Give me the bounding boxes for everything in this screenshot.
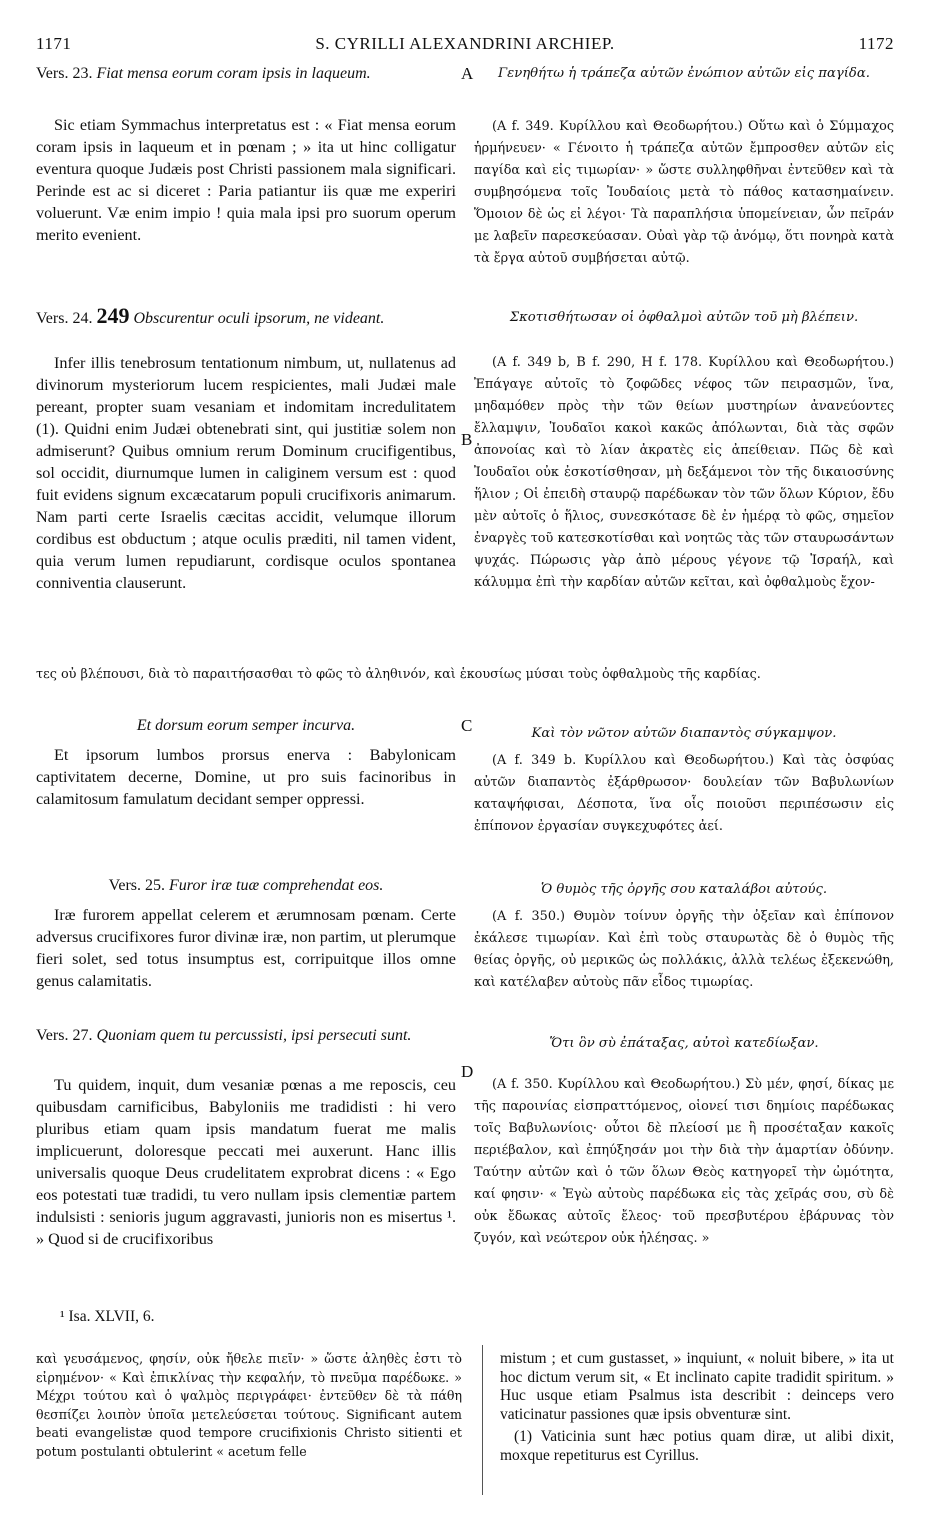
subheading-dorsum: Et dorsum eorum semper incurva. [136,717,356,734]
margin-letter-a: A [461,64,474,83]
column-divider [482,1345,483,1495]
greek-paragraph-4: (A f. 350.) Θυμὸν τοίνυν ὀργῆς τὴν ὀξεῖαν καὶ ἐπίπονον ἐκάλεσε τιμωρίαν. Καὶ ἐπὶ τοὺς σταυρωτὰς δὲ ὁ θυμὸς τῆς θείας ὀργῆς, οὐ μερικῶς ὡς πολλάκις, ἀλλὰ τελέως ἐξεκενώθη, καὶ κατέλαβεν αὐτοὺς πᾶν εἶδος τιμωρίας. [474,909,894,990]
verse-label: Vers. 24. [36,310,93,327]
greek-paragraph-3: (A f. 349 b. Κυρίλλου καὶ Θεοδωρήτου.) Καὶ τὰς ὀσφύας αὐτῶν διαπαντὸς ἐξάρθρωσον· δουλείαν τῶν Βαβυλωνίων καταψήφισαι, Δέσποτα, ἵνα οἷς ποιοῦσι περιπέσωσιν εἰς ἐπίπονον ἐργασίαν συγκεχυφότες ἀεί. [474,753,894,834]
commentary-paragraph-4: Iræ furorem appellat celerem et ærumnosam pœnam. Certe adversus crucifixores furor divinæ iræ, non partim, ut plerumque fieri solet, sed totus insumptus est, corripuitque illos omne genus calamitatis. [36,906,456,990]
bottom-note-left: καὶ γευσάμενος, φησίν, οὐκ ἤθελε πιεῖν· » ὥστε ἀληθὲς ἐστι τὸ εἰρημένον· « Καὶ ἐπικλίνας τὴν κεφαλήν, τὸ πνεῦμα παρέδωκε. » Μέχρι τούτου καὶ ὁ ψαλμὸς περιγράφει· ἐντεῦθεν δὲ τὰ πάθη θεσπίζει λοιπὸν ὑποῖα μετελεύσεται τούτους. Significant autem beati evangelistæ quod tempore crucifixionis Christo sitienti et potum postulanti obtulerint « acetum felle [36,1351,462,1459]
verse-label: Vers. 25. [108,877,166,894]
greek-verse-27: Ὅτι ὃν σὺ ἐπάταξας, αὐτοὶ κατεδίωξαν. [549,1036,819,1051]
verse-27-heading [36,1026,456,1046]
greek-subheading-dorsum: Καὶ τὸν νῶτον αὐτῶν διαπαντὸς σύγκαμψον. [531,726,837,741]
greek-paragraph-1: (A f. 349. Κυρίλλου καὶ Θεοδωρήτου.) Οὕτω καὶ ὁ Σύμμαχος ἡρμήνευεν· « Γένοιτο ἡ τράπεζα αὐτῶν ἔμπροσθεν αὐτῶν εἰς παγίδα καὶ εἰς τιμωρίαν· » ὥστε συλληφθῆναι ἐντεῦθεν καὶ τὰ συμβησόμενα τοῖς Ἰουδαίοις μετὰ τὸ πάθος κατασημαίνειν. Ὅμοιον δὲ ὡς εἰ λέγοι· Τὰ παραπλήσια ὑπομείνειαν, ὧν πεῖράν με λαβεῖν παρεσκεύασαν. Οὐαὶ γὰρ τῷ ἀνόμῳ, ὅτι πονηρὰ κατὰ τὰ ἔργα αὐτοῦ συμβήσεται αὐτῷ. [474,119,894,266]
verse-24-heading [36,303,456,329]
margin-letter-b: B [461,430,473,449]
greek-paragraph-2: (A f. 349 b, B f. 290, H f. 178. Κυρίλλου καὶ Θεοδωρήτου.) Ἐπάγαγε αὐτοῖς τὸ ζοφῶδες νέφος τῶν πειρασμῶν, ἵνα, μηδαμόθεν πρὸς τὴν τῶν θείων μυστηρίων ἀνανεύοντες ἔλλαμψιν, Ἰουδαῖοι κακοὶ κακῶς ἀπόλωνται, διὰ τὰς σφῶν ἀπονοίας καὶ τὸ λίαν ἀκρατὲς εἰς ἀπείθειαν. Πῶς δὲ καὶ Ἰουδαῖοι οὐκ ἐσκοτίσθησαν, μὴ δεξάμενοι τὸν τῆς δικαιοσύνης ἥλιον ; Οἱ ἐπειδὴ σταυρῷ παρέδωκαν τὸν τῶν ὅλων Κύριον, ἔδυ μὲν αὐτοῖς ὁ ἥλιος, συνεσκότασε δὲ ἐν ἡμέρᾳ τὸ φῶς, σημεῖον ἐναργὲς τοῦ κατεσκοτίσθαι καὶ νοητῶς τὰς τῶν σταυρωσάντων ψυχάς. Πώρωσις γὰρ ἀπὸ μέρους γέγονε τῷ Ἰσραήλ, καὶ κάλυμμα ἐπὶ τὴν καρδίαν αὐτῶν κεῖται, καὶ ὀφθαλμοὺς ἔχον- [474,355,894,590]
left-column [36,64,456,84]
greek-verse-24: Σκοτισθήτωσαν οἱ ὀφθαλμοὶ αὐτῶν τοῦ μὴ βλέπειν. [509,310,859,325]
margin-letter-c: C [461,716,473,735]
commentary-paragraph-3: Et ipsorum lumbos prorsus enerva : Babylonicam captivitatem decerne, Domine, ut pro suis facinoribus in calamitosum famulatum decidant semper oppressi. [36,746,456,808]
verse-text: Fiat mensa eorum coram ipsis in laqueum. [96,65,371,82]
column-number: 249 [96,303,130,328]
verse-25-heading [36,876,456,896]
running-title: S. CYRILLI ALEXANDRINI ARCHIEP. [315,34,615,53]
page-number-right: 1172 [858,34,894,53]
verse-text: Quoniam quem tu percussisti, ipsi persecuti sunt. [96,1027,412,1044]
verse-23-heading [36,64,456,84]
margin-letter-d: D [461,1062,474,1081]
verse-text: Obscurentur oculi ipsorum, ne videant. [133,310,385,327]
commentary-paragraph-5: Tu quidem, inquit, dum vesaniæ pœnas a me reposcis, ceu quibusdam carnificibus, Babyloniis me tradidisti : hi vero pluribus etiam quam ipsis mandatum fuerat me malis implicuerunt, doloresque peccati mei auxerunt. Hanc illis universalis quoque Deus crudelitatem exprobrat dicens : « Ego eos potestati tuæ tradidi, tu vero nullam ipsis clementiæ partem indulsisti : senioris jugum aggravasti, junioris non es misertus ¹. » Quod si de crucifixoribus [36,1076,456,1248]
footnote-isaiah: ¹ Isa. XLVII, 6. [60,1308,155,1325]
greek-paragraph-5: (A f. 350. Κυρίλλου καὶ Θεοδωρήτου.) Σὺ μέν, φησί, δίκας με τῆς παροινίας εἰσπραττόμενος, οἱονεί τισι δημίοις παρέδωκας τοῖς Βαβυλωνίοις· οὗτοι δὲ πλείοσί με ἢ προσέταξαν κακοῖς περιέβαλον, καὶ ἐπηύξησάν μοι τὴν διὰ τὴν ἁμαρτίαν ὀδύνην. Ταύτην αὐτῶν καὶ ὁ τῶν ὅλων Θεὸς κατηγορεῖ τὴν ὠμότητα, καί φησιν· « Ἐγὼ αὐτοὺς παρέδωκα εἰς τὰς χεῖράς σου, σὺ δὲ οὐκ ἔδωκας αὐτοῖς ἔλεος· τοῦ πρεσβυτέρου ἐβάρυνας τὸν ζυγόν, καὶ νεώτερον οὐκ ἠλέησας. » [474,1077,894,1246]
commentary-paragraph-1: Sic etiam Symmachus interpretatus est : « Fiat mensa eorum coram ipsis in laqueum et in pœnam ; » ita ut hinc colligatur eventura quoque Judæis post Christi passionem mala significari. Perinde est ac si diceret : Paria patiantur iis quæ me experiri voluerunt. Væ enim impio ! quia mala ipsi pro suorum operum merito evenient. [36,116,456,244]
bottom-note-right: mistum ; et cum gustasset, » inquiunt, « noluit bibere, » ita ut hoc dictum verum sit, « Et inclinato capite tradidit spiritum. » Huc usque etiam Psalmus ista describit : deinceps vero vaticinatur passiones quæ ipsis obventuræ sint. [500,1350,894,1423]
footnote-vaticinia: (1) Vaticinia sunt hæc potius quam diræ, ut alibi dixit, moxque repetiturus est Cyrillus. [500,1428,894,1464]
verse-text: Furor iræ tuæ comprehendat eos. [169,877,384,894]
commentary-paragraph-2: Infer illis tenebrosum tentationum nimbum, ut, nullatenus ad divinorum mysteriorum lucem respicientes, mali Judæi male pereant, propter suam vesaniam et indomitam incredulitatem (1). Quidni enim Judæi obtenebrati sint, qui justitiæ solem non admiserunt? Quibus omnium rerum Dominum crucifigentibus, sol occidit, diurnumque lumen in caliginem versum est : quod fuit evidens signum excæcatarum populi crucifixoris animarum. Nam parti certe Israelis cæcitas accidit, velumque illorum cordibus est obductum ; atque oculis præditi, nil tamen vident, quia verum lumen repudiarunt, cordisque oculos spontanea conniventia clauserunt. [36,354,456,592]
page-number-left: 1171 [36,34,72,53]
bottom-note-right-block [500,1350,894,1465]
verse-label: Vers. 27. [36,1027,93,1044]
greek-continuation: τες οὐ βλέπουσι, διὰ τὸ παραιτήσασθαι τὸ φῶς τὸ ἀληθινόν, καὶ ἑκουσίως μύσαι τοὺς ὀφθαλμοὺς τῆς καρδίας. [36,667,761,682]
greek-verse-25: Ὁ θυμὸς τῆς ὀργῆς σου καταλάβοι αὐτούς. [540,882,828,897]
greek-verse-23: Γενηθήτω ἡ τράπεζα αὐτῶν ἐνώπιον αὐτῶν εἰς παγίδα. [498,66,870,81]
verse-label: Vers. 23. [36,65,93,82]
